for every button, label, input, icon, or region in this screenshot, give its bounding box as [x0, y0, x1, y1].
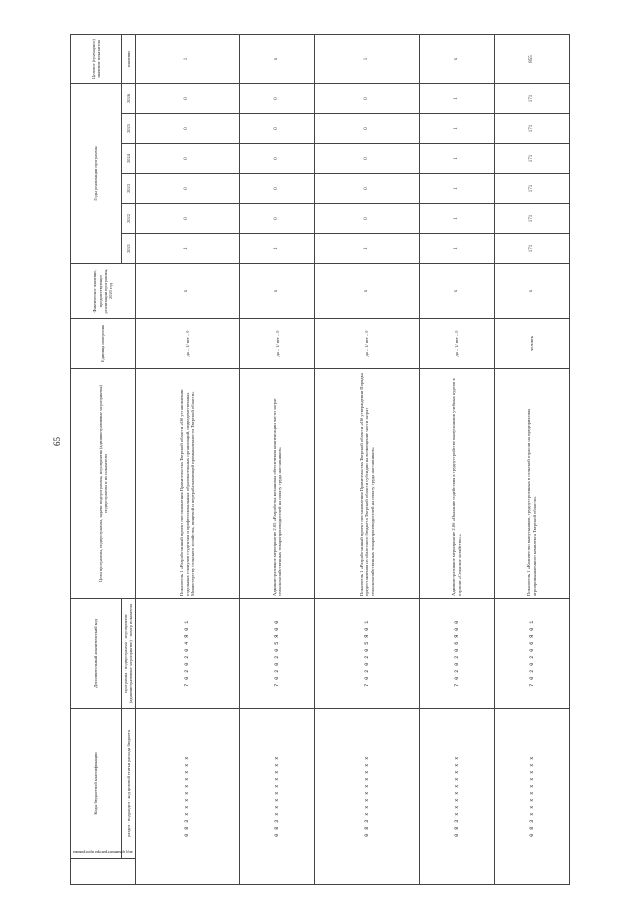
- value-2022: 171: [494, 204, 569, 234]
- unit-cell: да – 1/ нет – 0: [315, 319, 420, 369]
- value-2021: 1: [135, 234, 240, 264]
- header-budget-codes: Коды бюджетной классификации: [71, 709, 122, 859]
- header-additional-code: Дополнительный аналитический код: [71, 599, 122, 709]
- value-2021: 171: [494, 234, 569, 264]
- additional-code-cell: 7 0 2 0 2 0 6 Я 0 1: [494, 599, 569, 709]
- value-2026: 1: [419, 84, 494, 114]
- header-goals: Цели программы, подпрограммы, задачи подпрограммы, мероприятия (административные мероприятия) подпрограммы и их показатели: [71, 369, 136, 599]
- budget-code-cell: 0 8 3 х х х х х х х х х: [135, 709, 240, 885]
- additional-code-cell: 7 0 2 0 2 0 5 Я 0 1: [315, 599, 420, 709]
- value-2021: 1: [240, 234, 315, 264]
- target-cell: 1: [315, 35, 420, 84]
- value-2026: 0: [135, 84, 240, 114]
- value-2025: 0: [240, 114, 315, 144]
- value-2022: 0: [315, 204, 420, 234]
- header-year-2023: 2023: [122, 174, 136, 204]
- header-target: Целевое (суммарное) значение показателя: [71, 35, 122, 84]
- value-2023: 171: [494, 174, 569, 204]
- value-2025: 0: [135, 114, 240, 144]
- budget-code-cell: 0 8 3 х х х х х х х х х: [419, 709, 494, 885]
- value-2022: 0: [240, 204, 315, 234]
- header-years-title: Годы реализации программы: [71, 84, 122, 264]
- unit-cell: человек: [494, 319, 569, 369]
- value-2021: 1: [419, 234, 494, 264]
- value-2025: 1: [419, 114, 494, 144]
- header-year-2025: 2025: [122, 114, 136, 144]
- goal-cell: Административное мероприятие 2.06 «Оказание содействия в трудоустройстве выпускников учебных курсов в отрасли «Сельское хозяйство»»: [419, 369, 494, 599]
- additional-code-cell: 7 0 2 0 2 0 5 Я 0 0: [240, 599, 315, 709]
- header-target-value: значение: [122, 35, 136, 84]
- unit-cell: да – 1/ нет – 0: [419, 319, 494, 369]
- program-indicators-table: [70, 34, 570, 885]
- page-number: 65: [52, 437, 62, 446]
- goal-cell: Показатель 1 «Количество выпускников, трудоустроенных в сельской отрасли на предприятиях агропромышленного комплекса Тверской области»: [494, 369, 569, 599]
- budget-code-cell: 0 8 3 х х х х х х х х х: [315, 709, 420, 885]
- actual-cell: х: [494, 264, 569, 319]
- header-year-2021: 2021: [122, 234, 136, 264]
- value-2022: 1: [419, 204, 494, 234]
- goal-cell: Показатель 1 «Разработанный проект постановления Правительства Тверской области «Об установлении отдельных стимулов студентам и профессиональных образовательных организаций, подведомственных Министерству сельского хозяйства, пищевой и перерабатывающей промышленности Тверской области»: [135, 369, 240, 599]
- table-row: [135, 35, 240, 885]
- value-2023: 0: [315, 174, 420, 204]
- value-2023: 0: [240, 174, 315, 204]
- header-year-2026: 2026: [122, 84, 136, 114]
- budget-code-cell: 0 8 3 х х х х х х х х х: [240, 709, 315, 885]
- value-2024: 0: [240, 144, 315, 174]
- target-cell: х: [240, 35, 315, 84]
- target-cell: 1: [135, 35, 240, 84]
- table-row: [315, 35, 420, 885]
- additional-code-cell: 7 0 2 0 2 0 4 Я 0 1: [135, 599, 240, 709]
- target-cell: 855: [494, 35, 569, 84]
- header-admin-code: код администратора программы: [71, 859, 136, 885]
- value-2023: 1: [419, 174, 494, 204]
- header-additional-subcodes: программа · подпрограмма · мероприятие (административное мероприятие) · номер показателя: [122, 599, 136, 709]
- value-2021: 1: [315, 234, 420, 264]
- header-unit: Единица измерения: [71, 319, 136, 369]
- value-2023: 0: [135, 174, 240, 204]
- table-row: [419, 35, 494, 885]
- value-2025: 171: [494, 114, 569, 144]
- value-2026: 0: [240, 84, 315, 114]
- goal-cell: Показатель 1 «Разработанный проект постановления Правительства Тверской области «Об утверждении Порядка предоставления из областного бюджета Тверской области субсидии на возмещение части затрат сельскохозяйственных товаропроизводителей на оплату труда наставников»: [315, 369, 420, 599]
- budget-code-cell: 0 8 3 х х х х х х х х х: [494, 709, 569, 885]
- goal-cell: Административное мероприятие 2.05 «Разработка механизма обеспечения компенсации части затрат сельскохозяйственных товаропроизводителей на оплату труда наставников»: [240, 369, 315, 599]
- indicator-table-sheet: [70, 35, 570, 885]
- target-cell: х: [419, 35, 494, 84]
- table-row: [494, 35, 569, 885]
- unit-cell: да – 1/ нет – 0: [135, 319, 240, 369]
- additional-code-cell: 7 0 2 0 2 0 6 Я 0 0: [419, 599, 494, 709]
- unit-cell: да – 1/ нет – 0: [240, 319, 315, 369]
- header-year-2022: 2022: [122, 204, 136, 234]
- value-2022: 0: [135, 204, 240, 234]
- table-header-row: [71, 35, 122, 885]
- value-2026: 171: [494, 84, 569, 114]
- actual-cell: х: [240, 264, 315, 319]
- header-actual-year: Фактическое значение, предшествующее реализации программы, 2020 год: [71, 264, 136, 319]
- value-2025: 0: [315, 114, 420, 144]
- header-budget-subcodes: раздел · подраздел · код целевой статьи расхода бюджета: [122, 709, 136, 859]
- header-year-2024: 2024: [122, 144, 136, 174]
- table-row: [240, 35, 315, 885]
- value-2024: 1: [419, 144, 494, 174]
- value-2024: 0: [315, 144, 420, 174]
- value-2026: 0: [315, 84, 420, 114]
- actual-cell: х: [135, 264, 240, 319]
- value-2024: 0: [135, 144, 240, 174]
- actual-cell: х: [419, 264, 494, 319]
- value-2024: 171: [494, 144, 569, 174]
- actual-cell: х: [315, 264, 420, 319]
